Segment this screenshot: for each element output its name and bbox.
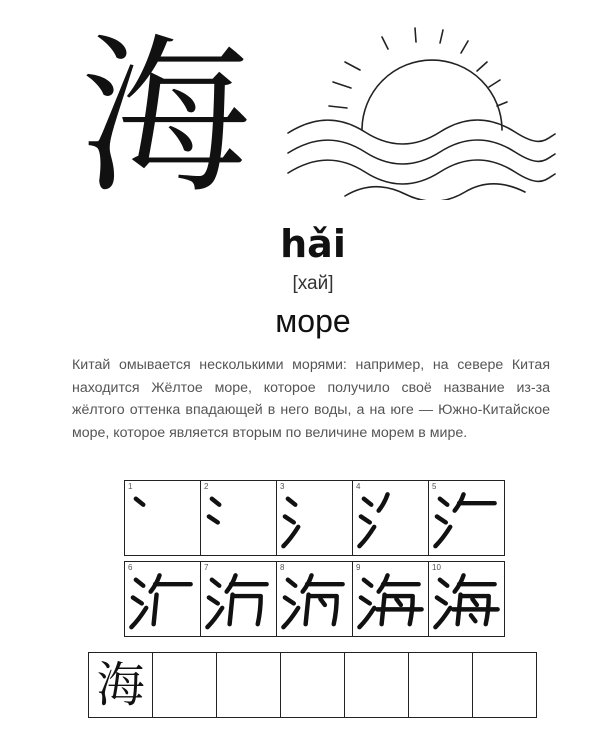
meaning: море — [275, 303, 351, 339]
stroke-step-number: 4 — [356, 482, 361, 491]
description-text: Китай омывается несколькими морями: например, на севере Китая находится Жёлтое море, которое получило своё название из-за жёлтого оттенка впадающей в него воды, а на юге — Южно-Китайское море, которое является вторым по величине морем в мире. — [72, 357, 550, 441]
stroke-path — [136, 580, 143, 586]
stroke-path — [364, 580, 371, 586]
stroke-path — [435, 527, 450, 546]
stroke-path — [207, 608, 222, 627]
stroke-path — [209, 517, 218, 523]
stroke-path — [361, 517, 370, 523]
stroke-progress-glyph — [353, 481, 428, 555]
stroke-step-cell — [428, 480, 505, 556]
practice-empty-cell[interactable] — [280, 652, 345, 718]
stroke-path — [359, 608, 374, 627]
stroke-progress-glyph — [353, 562, 428, 636]
stroke-progress-glyph — [429, 481, 504, 555]
stroke-path — [306, 595, 309, 625]
stroke-path — [440, 499, 447, 505]
stroke-path — [212, 499, 219, 505]
stroke-path — [435, 608, 450, 627]
stroke-order-row-1 — [124, 480, 505, 556]
stroke-step-number: 7 — [204, 563, 209, 572]
stroke-step-number: 8 — [280, 563, 285, 572]
stroke-path — [133, 598, 142, 604]
practice-empty-cell[interactable] — [472, 652, 537, 718]
stroke-step-cell — [276, 561, 353, 637]
stroke-step-number: 1 — [128, 482, 133, 491]
pinyin: hǎi — [280, 222, 346, 266]
stroke-path — [212, 580, 219, 586]
stroke-step-cell — [200, 561, 277, 637]
stroke-path — [209, 598, 218, 604]
stroke-path — [283, 608, 298, 627]
stroke-step-number: 5 — [432, 482, 437, 491]
stroke-progress-glyph — [125, 562, 200, 636]
main-character: 海 — [79, 19, 250, 217]
stroke-path — [131, 608, 146, 627]
practice-row — [88, 652, 537, 718]
stroke-step-cell — [352, 480, 429, 556]
stroke-path — [437, 598, 446, 604]
stroke-step-number: 3 — [280, 482, 285, 491]
transcription: [хай] — [292, 273, 334, 294]
stroke-step-cell — [352, 561, 429, 637]
stroke-path — [437, 517, 446, 523]
stroke-step-number: 2 — [204, 482, 209, 491]
stroke-step-cell — [124, 561, 201, 637]
stroke-progress-glyph — [201, 562, 276, 636]
stroke-path — [283, 527, 298, 546]
stroke-progress-glyph — [429, 562, 504, 636]
stroke-path — [233, 596, 261, 624]
stroke-path — [396, 599, 400, 605]
stroke-progress-glyph — [277, 481, 352, 555]
practice-empty-cell[interactable] — [344, 652, 409, 718]
sun-over-waves-icon — [285, 20, 560, 200]
stroke-path — [320, 599, 324, 605]
practice-empty-cell[interactable] — [152, 652, 217, 718]
stroke-path — [440, 580, 447, 586]
stroke-progress-glyph — [201, 481, 276, 555]
stroke-step-cell — [124, 480, 201, 556]
practice-empty-cell[interactable] — [408, 652, 473, 718]
stroke-step-number: 10 — [432, 563, 441, 572]
stroke-path — [136, 499, 143, 505]
stroke-step-cell — [276, 480, 353, 556]
stroke-step-number: 6 — [128, 563, 133, 572]
practice-empty-cell[interactable] — [216, 652, 281, 718]
practice-sample-character: 海 — [96, 657, 145, 713]
stroke-path — [472, 599, 476, 605]
stroke-step-number: 9 — [356, 563, 361, 572]
stroke-path — [471, 615, 475, 621]
stroke-progress-glyph — [277, 562, 352, 636]
stroke-path — [230, 595, 233, 625]
stroke-path — [361, 598, 370, 604]
stroke-order-row-2 — [124, 561, 505, 637]
stroke-path — [359, 527, 374, 546]
stroke-path — [285, 517, 294, 523]
stroke-path — [364, 499, 371, 505]
stroke-step-cell — [200, 480, 277, 556]
stroke-path — [154, 595, 157, 625]
stroke-path — [288, 580, 295, 586]
practice-sample-cell — [88, 652, 153, 718]
stroke-path — [285, 598, 294, 604]
stroke-path — [379, 494, 388, 510]
stroke-step-cell — [428, 561, 505, 637]
stroke-path — [288, 499, 295, 505]
stroke-progress-glyph — [125, 481, 200, 555]
